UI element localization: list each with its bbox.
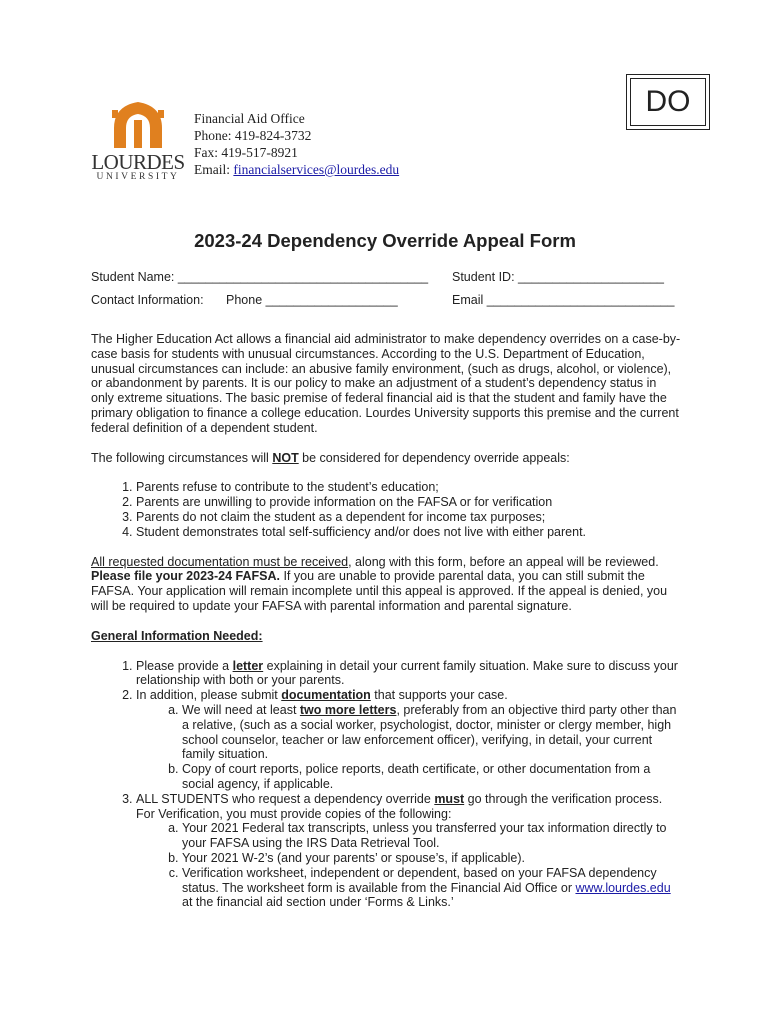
list-item: b. Copy of court reports, police reports, death certificate, or other documentation from a social agency, if applicable. [182,762,681,792]
documentation-rest1: , along with this form, before an appeal will be reviewed. [348,554,659,569]
item3c-pre: Verification worksheet, independent or dependent, based on your FAFSA dependency status. The worksheet form is available from the Financial Aid Office or [182,865,657,895]
office-fax: Fax: 419-517-8921 [194,145,298,160]
item2a-emph: two more letters [299,702,397,717]
not-considered-post: be considered for dependency override appeals: [298,450,570,465]
not-considered-pre: The following circumstances will [91,450,273,465]
email-label: Email: [194,162,234,177]
list-item: 4. Student demonstrates total self-sufficiency and/or does not live with either parent. [136,525,681,540]
list-item: 2. Parents are unwilling to provide information on the FAFSA or for verification [136,495,681,510]
logo-subtitle: UNIVERSITY [96,172,180,182]
documentation-underlined: All requested documentation must be received [91,554,349,569]
item1-emph: letter [232,658,264,673]
item2a-pre: We will need at least [182,702,300,717]
general-list [91,659,681,911]
documentation-rest2: If you are unable to provide parental data, you can still submit the FAFSA. Your application will remain incomplete until this appeal is approved. If the appeal is denied, you will be required to update your FAFSA with parental information and parental signature. [91,569,668,613]
website-link[interactable]: www.lourdes.edu [575,880,671,895]
general-heading: General Information Needed: [91,628,263,643]
contact-block [194,110,399,178]
list-item: b. Your 2021 W-2’s (and your parents’ or spouse’s, if applicable). [182,851,681,866]
item3-emph: must [434,791,465,806]
list-item [182,866,681,910]
list-item: 3. Parents do not claim the student as a dependent for income tax purposes; [136,510,681,525]
email-field[interactable]: Email ___________________________ [452,293,675,307]
item2a-post: , preferably from an objective third party other than a relative, (such as a social worker, psychologist, doctor, minister or clergy member, high school counselor, teacher or law enforcement officer), verifying, in detail, your current family situation. [182,702,677,762]
email-link[interactable]: financialservices@lourdes.edu [233,162,400,177]
student-id-field[interactable]: Student ID: _____________________ [452,270,664,284]
list-item: a. Your 2021 Federal tax transcripts, unless you transferred your tax information directly to your FAFSA using the IRS Data Retrieval Tool. [182,821,681,851]
form-code: DO [630,78,706,126]
not-considered-intro [91,451,681,466]
list-item [136,688,681,792]
item2-pre: In addition, please submit [136,688,282,703]
item2-post: that supports your case. [370,688,508,703]
office-phone: Phone: 419-824-3732 [194,128,312,143]
item2-sublist [136,703,681,792]
phone-field[interactable]: Phone ___________________ [226,293,398,307]
not-considered-list [91,480,681,539]
documentation-bold: Please file your 2023-24 FAFSA. [91,569,280,584]
form-code-box [626,74,710,130]
list-item [136,792,681,910]
item3-pre: ALL STUDENTS who request a dependency override [136,791,435,806]
not-emphasis: NOT [272,450,299,465]
item1-pre: Please provide a [136,658,233,673]
documentation-paragraph [91,555,681,614]
item3-post: go through the verification process. For Verification, you must provide copies of the following: [136,791,663,821]
list-item: 1. Parents refuse to contribute to the student’s education; [136,480,681,495]
list-item [136,659,681,689]
student-name-field[interactable]: Student Name: ____________________________________ [91,270,429,284]
form-title: 2023-24 Dependency Override Appeal Form [194,230,576,251]
logo-wordmark: LOURDES [91,150,185,174]
item2-emph: documentation [281,688,371,703]
item1-post: explaining in detail your current family situation. Make sure to discuss your relationship with both or your parents. [136,658,678,688]
intro-paragraph: The Higher Education Act allows a financial aid administrator to make dependency overrides on a case-by-case basis for students with unusual circumstances. According to the U.S. Department of Education, unusual circumstances can include: an abusive family environment, (such as drugs, alcohol, or violence), or abandonment by parents. It is our policy to make an adjustment of a student’s dependency status in only extreme situations. The basic premise of federal financial aid is that the student and family have the primary obligation to finance a college education. Lourdes University supports this premise and the current federal definition of a dependent student. [91,332,681,435]
form-body [91,332,681,910]
office-email-line [194,161,399,178]
item3-sublist [136,821,681,910]
item3c-post: at the financial aid section under ‘Forms & Links.’ [182,895,454,910]
contact-info-label: Contact Information: [91,293,204,307]
office-name: Financial Aid Office [194,111,305,126]
list-item [182,703,681,762]
